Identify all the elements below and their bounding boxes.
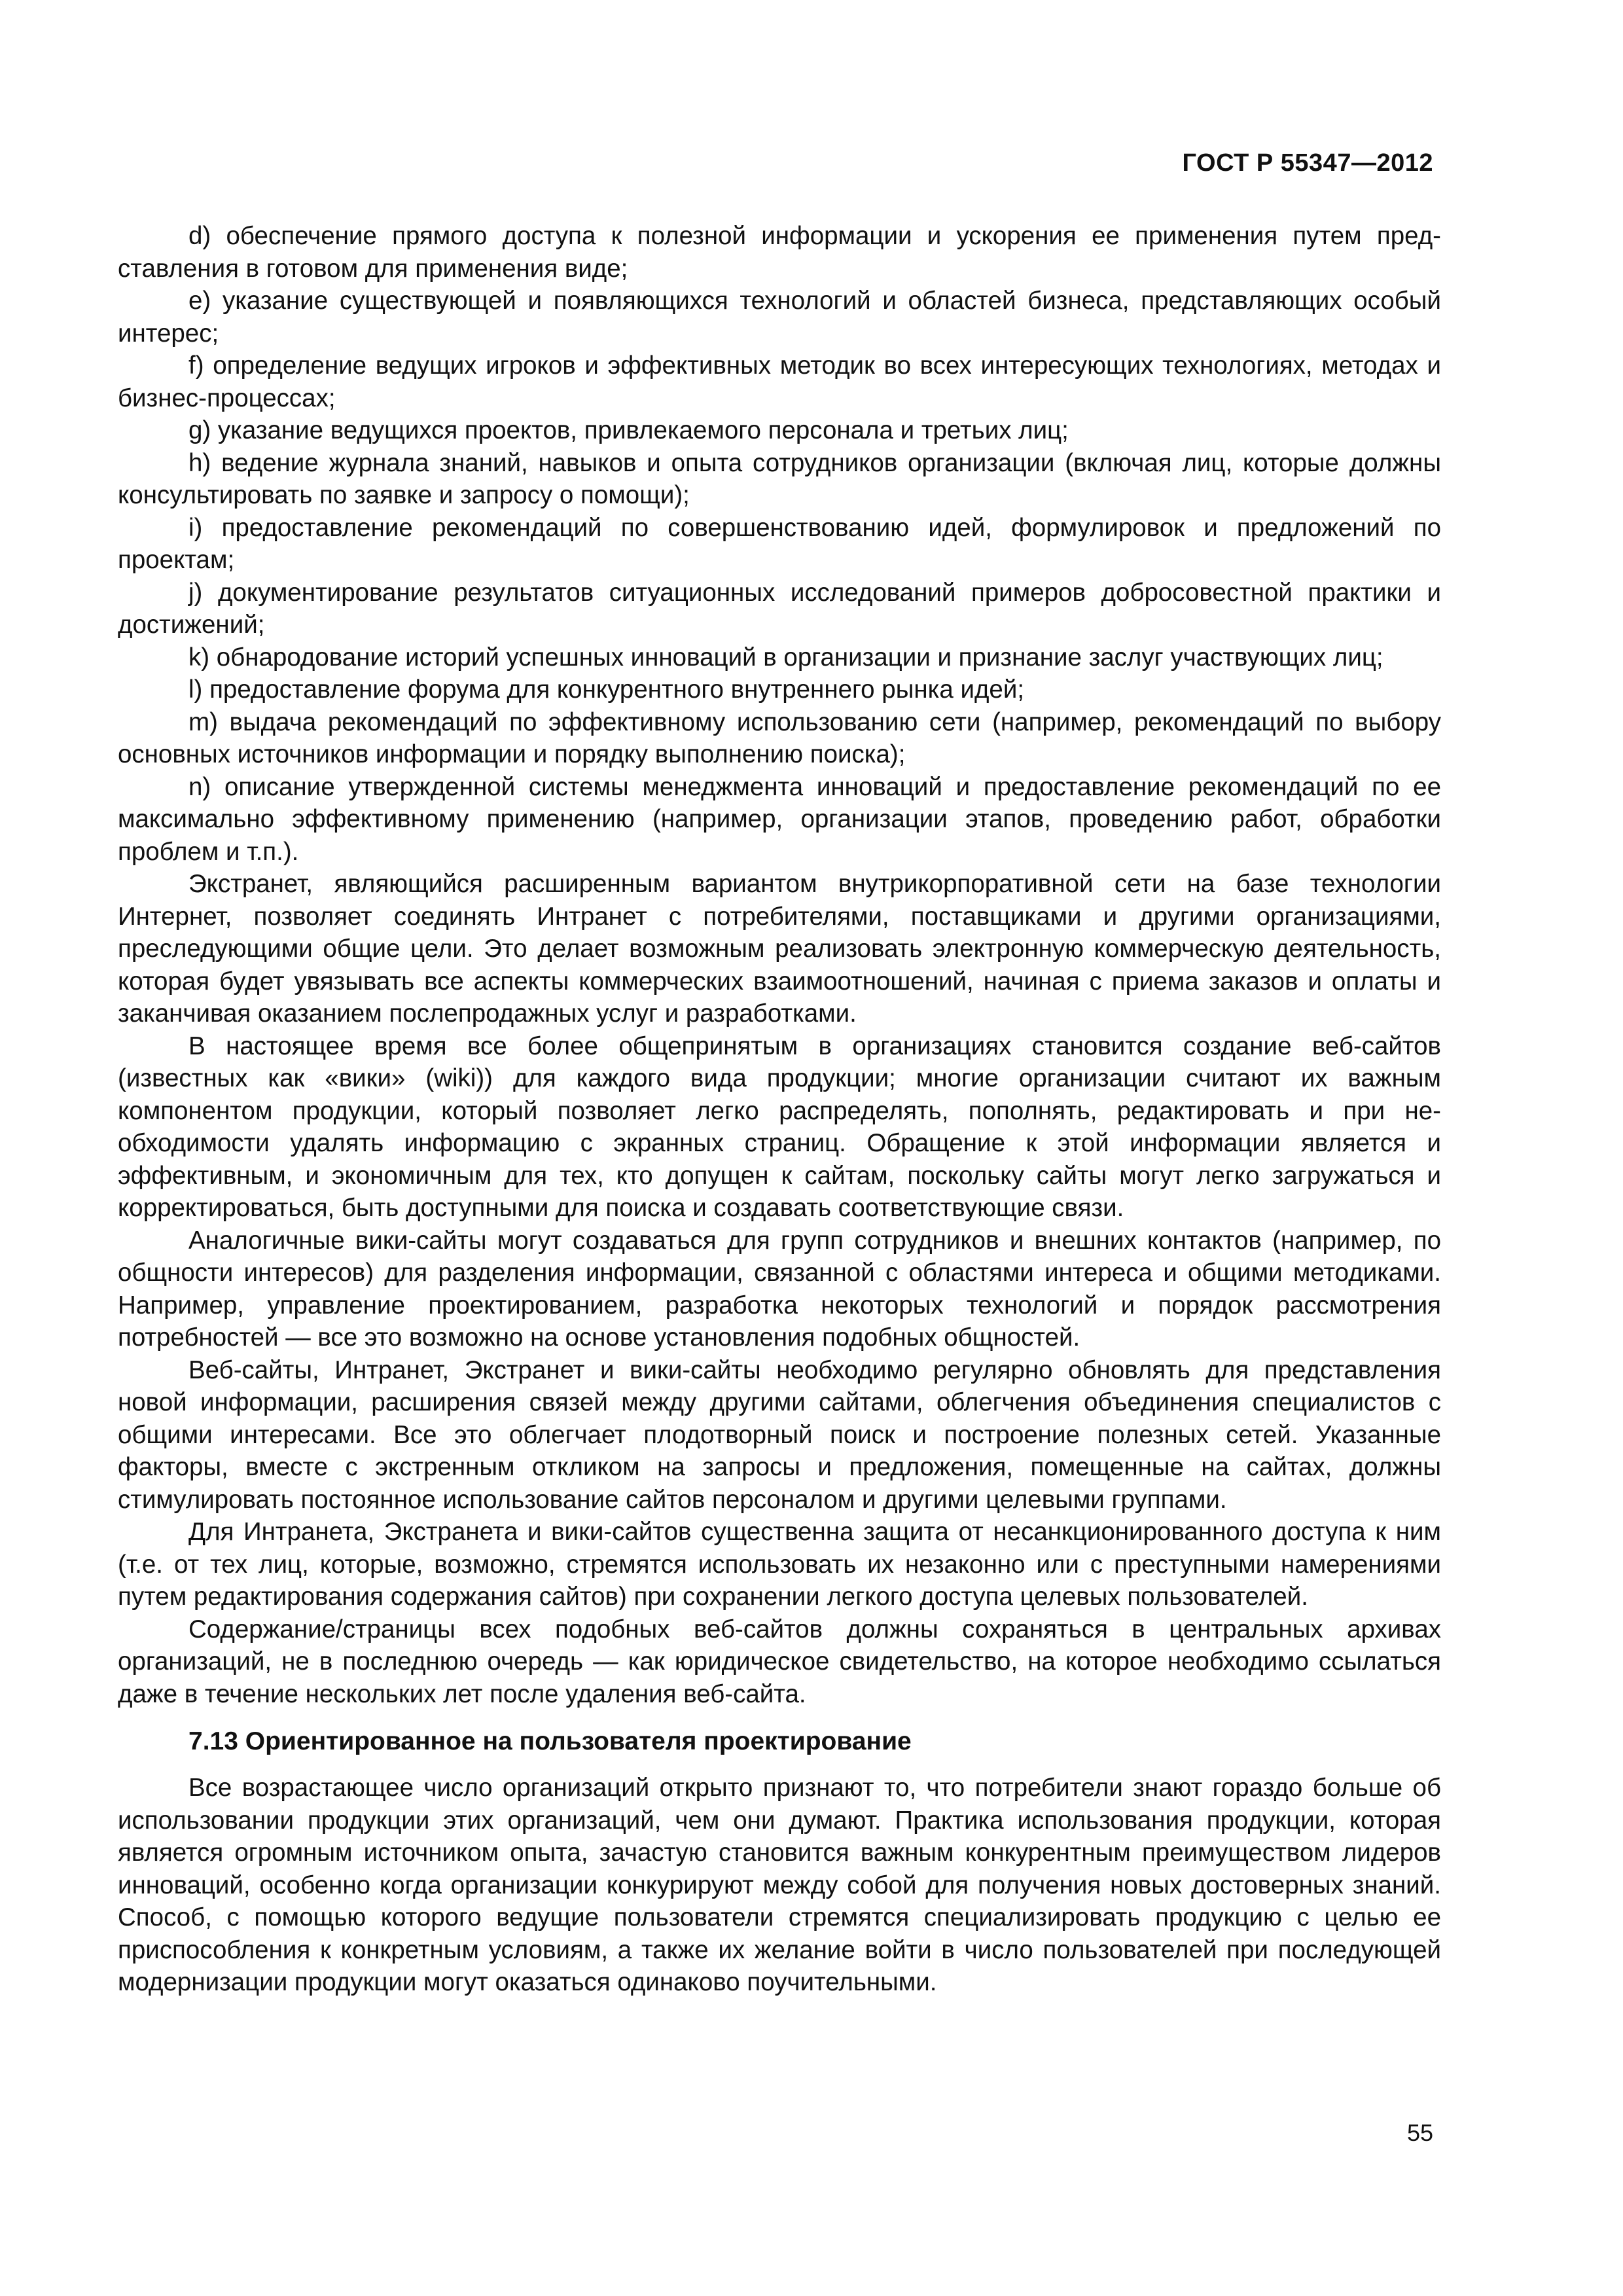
page-number: 55 bbox=[1406, 2119, 1433, 2146]
paragraph-access-protection: Для Интранета, Экстранета и вики-сайтов существенна защита от несанкционированного доступа к ним (т.е. от тех лиц, которые, возможно, стремятся использовать их незаконно или с преступными намерениями путем редактирования содержания сайтов) при сохранении легкого доступа целевых пользователей. bbox=[118, 1518, 1441, 1611]
list-item-m: m) выдача рекомендаций по эффективному использованию сети (например, рекомендаций по выбору основных источников информации и порядку выполнению поиска); bbox=[118, 708, 1441, 768]
list-item-k: k) обнародование историй успешных инноваций в организации и признание заслуг участвующих лиц; bbox=[188, 643, 1383, 672]
list-item-g: g) указание ведущихся проектов, привлекаемого персонала и третьих лиц; bbox=[188, 416, 1069, 444]
paragraph-site-updates: Веб-сайты, Интранет, Экстранет и вики-сайты необходимо регулярно обновлять для представления новой информации, расширения связей между другими сайтами, облегчения объединения специалистов с общими интересами. Все это облегчает плодотворный поиск и построение полезных сетей. Указанные факторы, вместе с экстренным откликом на запросы и предложения, помещенные на сайтах, должны стимулировать постоянное использование сайтов персоналом и другими целевыми группами. bbox=[118, 1355, 1441, 1514]
list-item-d: d) обеспечение прямого доступа к полезной информации и ускорения ее применения путем представления в готовом для применения виде; bbox=[118, 222, 1441, 283]
paragraph-user-centered-design: Все возрастающее число организаций открыто признают то, что потребители знают гораздо больше об использовании продукции этих организаций, чем они думают. Практика использования продукции, которая является огромным источником опыта, зачастую становится важным конкурентным преимуществом лидеров инноваций, особенно когда организации конкурируют между собой для получения новых достоверных знаний. Способ, с помощью которого ведущие пользователи стремятся специализировать продукцию с целью ее приспособления к конкретным условиям, а также их желание войти в число пользователей при последующей модернизации продукции могут оказаться одинаково поучительными. bbox=[118, 1774, 1441, 1996]
paragraph-archiving: Содержание/страницы всех подобных веб-сайтов должны сохраняться в центральных архивах организаций, не в последнюю очередь — как юридическое свидетельство, на которое необходимо ссылаться даже в течение нескольких лет после удаления веб-сайта. bbox=[118, 1615, 1441, 1708]
list-item-j: j) документирование результатов ситуационных исследований примеров добросовестной практики и достижений; bbox=[118, 578, 1441, 639]
list-item-f: f) определение ведущих игроков и эффективных методик во всех интересующих технологиях, методах и бизнес-процессах; bbox=[118, 351, 1441, 412]
paragraph-wiki-groups: Аналогичные вики-сайты могут создаваться для групп сотрудников и внешних контактов (например, по общности интересов) для разделения информации, связанной с областями интереса и общими методиками. Например, управление проектированием, разработка некоторых технологий и порядок рассмотрения потребностей — все это возможно на основе установления подобных общностей. bbox=[118, 1226, 1441, 1352]
section-heading-7-13: 7.13 Ориентированное на пользователя проектирование bbox=[188, 1727, 912, 1755]
list-item-h: h) ведение журнала знаний, навыков и опыта сотрудников организации (включая лиц, которые должны консультировать по заявке и запросу о помощи); bbox=[118, 448, 1441, 509]
paragraph-extranet: Экстранет, являющийся расширенным вариантом внутрикорпоративной сети на базе технологии Интернет, позволяет соединять Интранет с потребителями, поставщиками и другими организациями, преследующими общие цели. Это делает возможным реализовать электронную коммерческую деятельность, которая будет увязывать все аспекты коммерческих взаимоотношений, начиная с приема заказов и оплаты и заканчивая оказанием послепродажных услуг и разработками. bbox=[118, 870, 1441, 1028]
list-item-n: n) описание утвержденной системы менеджмента инноваций и предоставление рекомендаций по ее максимально эффективному применению (например, организации этапов, проведению работ, обработки проблем и т.п.). bbox=[118, 772, 1441, 866]
list-item-i: i) предоставление рекомендаций по совершенствованию идей, формулировок и предложений по проектам; bbox=[118, 513, 1441, 574]
list-item-l: l) предоставление форума для конкурентного внутреннего рынка идей; bbox=[188, 675, 1025, 704]
page-body bbox=[118, 220, 1441, 1999]
standard-code-header: ГОСТ Р 55347—2012 bbox=[1182, 149, 1433, 177]
paragraph-wiki-sites: В настоящее время все более общепринятым в организациях становится создание веб-сайтов (известных как «вики» (wiki)) для каждого вида продукции; многие организации считают их важным компонентом продукции, который позволяет легко распределять, пополнять, редактировать и при необходимости удалять информацию с экранных страниц. Обращение к этой информации является и эффективным, и экономичным для тех, кто допущен к сайтам, поскольку сайты могут легко загружаться и корректироваться, быть доступными для поиска и создавать соответствующие связи. bbox=[118, 1031, 1441, 1222]
list-item-e: e) указание существующей и появляющихся технологий и областей бизнеса, представляющих особый интерес; bbox=[118, 287, 1441, 348]
